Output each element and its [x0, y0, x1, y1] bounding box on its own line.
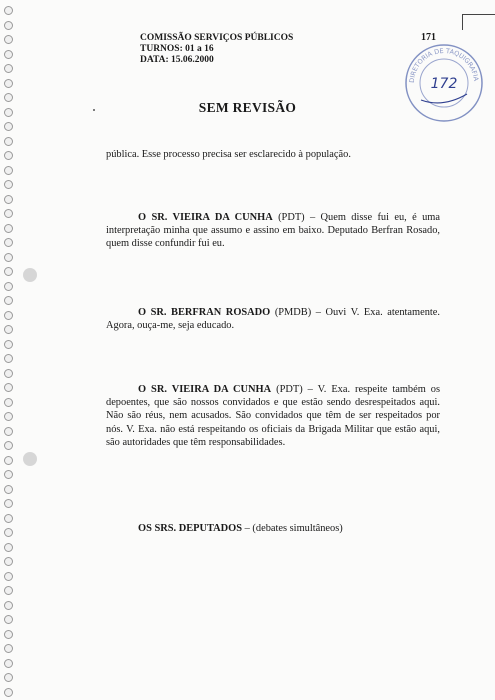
- binder-hole: [4, 673, 13, 682]
- binder-hole: [4, 543, 13, 552]
- punch-hole: [23, 452, 37, 466]
- binder-hole: [4, 354, 13, 363]
- stamp-ring-text: DIRETORIA DE TAQUIGRAFIA: [407, 46, 480, 84]
- transcript-paragraph: [106, 211, 440, 251]
- corner-mark: [462, 14, 463, 30]
- binder-hole: [4, 615, 13, 624]
- binder-hole: [4, 601, 13, 610]
- paragraph-text: pública. Esse processo precisa ser esclarecido à população.: [106, 149, 351, 160]
- paragraph-text: (PMDB) – Ouvi V. Exa. atentamente. Agora, ouça-me, seja educado.: [106, 307, 440, 332]
- binder-hole: [4, 224, 13, 233]
- binder-hole: [4, 50, 13, 59]
- punch-hole: [23, 268, 37, 282]
- margin-dot: [93, 109, 95, 111]
- speaker-name: O SR. BERFRAN ROSADO: [138, 307, 271, 318]
- binder-hole: [4, 630, 13, 639]
- binder-hole: [4, 209, 13, 218]
- binder-hole: [4, 383, 13, 392]
- binder-hole: [4, 6, 13, 15]
- binder-hole: [4, 195, 13, 204]
- document-header: [140, 33, 293, 66]
- speaker-name: O SR. VIEIRA DA CUNHA: [138, 212, 273, 223]
- paragraph-text: – (debates simultâneos): [242, 523, 343, 534]
- binder-hole: [4, 79, 13, 88]
- transcript-paragraph: [106, 522, 440, 535]
- binder-hole: [4, 470, 13, 479]
- binder-hole: [4, 340, 13, 349]
- binder-hole: [4, 267, 13, 276]
- stamp-handwritten-number: 172: [430, 76, 458, 92]
- binder-hole: [4, 572, 13, 581]
- binder-hole: [4, 485, 13, 494]
- binder-hole: [4, 238, 13, 247]
- binder-hole: [4, 166, 13, 175]
- binder-hole: [4, 528, 13, 537]
- binder-hole: [4, 412, 13, 421]
- corner-mark: [462, 14, 495, 15]
- binder-hole: [4, 499, 13, 508]
- binder-hole: [4, 325, 13, 334]
- header-committee: COMISSÃO SERVIÇOS PÚBLICOS: [140, 33, 294, 43]
- transcript-paragraph: [106, 306, 440, 332]
- binder-hole: [4, 253, 13, 262]
- binder-hole: [4, 180, 13, 189]
- page-number: 171: [421, 32, 436, 43]
- header-shifts: TURNOS: 01 a 16: [140, 44, 214, 54]
- binder-hole: [4, 427, 13, 436]
- binder-hole: [4, 296, 13, 305]
- binder-hole: [4, 586, 13, 595]
- binder-hole: [4, 122, 13, 131]
- binder-hole: [4, 369, 13, 378]
- paragraph-text: (PDT) – Quem disse fui eu, é uma interpretação minha que assumo e assino em baixo. Deputado Berfran Rosado, quem disse confundir fui eu.: [106, 212, 440, 250]
- speaker-name: O SR. VIEIRA DA CUNHA: [138, 384, 272, 395]
- binder-hole: [4, 441, 13, 450]
- binder-hole: [4, 659, 13, 668]
- binder-hole: [4, 557, 13, 566]
- binder-hole: [4, 398, 13, 407]
- binder-hole: [4, 456, 13, 465]
- binder-hole: [4, 64, 13, 73]
- transcript-paragraph: [106, 383, 440, 449]
- header-date: DATA: 15.06.2000: [140, 55, 214, 65]
- binder-hole: [4, 151, 13, 160]
- paragraph-text: (PDT) – V. Exa. respeite também os depoentes, que são nossos convidados e que estão sendo desrespeitados aqui. Não são réus, nem acusados. São convidados que têm de ser respeitados por nós. V. Exa. não está respeitando os oficiais da Brigada Militar que estão aqui, são autoridades que têm responsabilidades.: [106, 384, 440, 448]
- binder-hole: [4, 137, 13, 146]
- binder-hole: [4, 282, 13, 291]
- page-title: SEM REVISÃO: [198, 100, 297, 115]
- binder-hole: [4, 644, 13, 653]
- binder-hole: [4, 35, 13, 44]
- binder-hole: [4, 311, 13, 320]
- speaker-name: OS SRS. DEPUTADOS: [138, 523, 243, 534]
- transcript-paragraph: [106, 148, 440, 161]
- binder-hole: [4, 21, 13, 30]
- binder-hole: [4, 688, 13, 697]
- binder-hole: [4, 514, 13, 523]
